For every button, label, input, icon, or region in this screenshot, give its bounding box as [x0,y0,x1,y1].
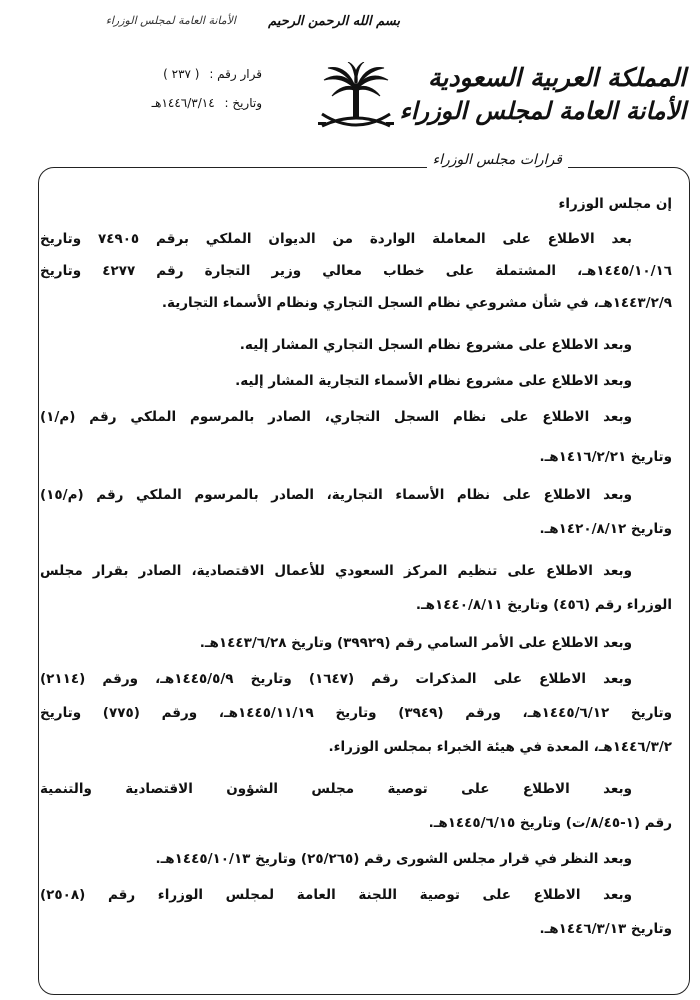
palm-swords-emblem-icon [318,62,394,140]
decision-date [92,96,262,110]
decision-date-label: وتاريخ : [224,96,262,110]
body-line: وبعد الاطلاع على تنظيم المركز السعودي للأعمال الاقتصادية، الصادر بقرار مجلس [40,563,632,579]
body-line: بعد الاطلاع على المعاملة الواردة من الديوان الملكي برقم ٧٤٩٠٥ وتاريخ [40,231,632,247]
body-line: وبعد الاطلاع على المذكرات رقم (١٦٤٧) وتاريخ ١٤٤٥/٥/٩هـ، ورقم (٢١١٤) [40,671,632,687]
decision-number [92,67,262,81]
letterhead [399,62,686,128]
body-line: ١٤٤٥/١٠/١٦هـ، المشتملة على خطاب معالي وزير التجارة رقم ٤٢٧٧ وتاريخ [40,263,672,279]
decision-number-value: ( ٢٣٧ ) [163,67,200,81]
secretariat-title: الأمانة العامة لمجلس الوزراء [399,96,686,125]
body-line: وبعد الاطلاع على توصية مجلس الشؤون الاقتصادية والتنمية [40,781,632,797]
decision-date-value: ١٤٤٦/٣/١٤هـ [151,96,215,110]
body-line: الوزراء رقم (٤٥٦) وتاريخ ١٤٤٠/٨/١١هـ. [415,597,672,613]
intro-heading: إن مجلس الوزراء [558,196,672,212]
body-line: وبعد الاطلاع على مشروع نظام الأسماء التجارية المشار إليه. [235,373,632,389]
kingdom-title: المملكة العربية السعودية [427,63,686,92]
body-line: وتاريخ ١٤١٦/٢/٢١هـ. [539,449,672,465]
bismillah: بسم الله الرحمن الرحيم [268,14,400,29]
body-line: وبعد الاطلاع على الأمر السامي رقم (٣٩٩٢٩) وتاريخ ١٤٤٣/٦/٢٨هـ. [199,635,632,651]
body-line: ١٤٤٦/٣/٢هـ، المعدة في هيئة الخبراء بمجلس الوزراء. [328,739,672,755]
body-line: وبعد الاطلاع على نظام الأسماء التجارية، الصادر بالمرسوم الملكي رقم (م/١٥) [40,487,632,503]
decision-number-label: قرار رقم : [209,67,262,81]
body-line: وبعد النظر في قرار مجلس الشورى رقم (٢٥/٢٦٥) وتاريخ ١٤٤٥/١٠/١٣هـ. [155,851,632,867]
body-line: وبعد الاطلاع على نظام السجل التجاري، الصادر بالمرسوم الملكي رقم (م/١) [40,409,632,425]
decisions-stamp: قرارات مجلس الوزراء [427,152,568,168]
body-line: وتاريخ ١٤٤٦/٣/١٣هـ. [539,921,672,937]
body-line: رقم (١-٨/٤٥/ت) وتاريخ ١٤٤٥/٦/١٥هـ. [428,815,672,831]
body-line: وبعد الاطلاع على مشروع نظام السجل التجاري المشار إليه. [239,337,632,353]
body-line: وتاريخ ١٤٢٠/٨/١٢هـ. [539,521,672,537]
secretariat-small-title: الأمانة العامة لمجلس الوزراء [105,14,236,27]
body-line: ١٤٤٣/٢/٩هـ، في شأن مشروعي نظام السجل التجاري ونظام الأسماء التجارية. [161,295,672,311]
body-line: وبعد الاطلاع على توصية اللجنة العامة لمجلس الوزراء رقم (٢٥٠٨) [40,887,632,903]
body-line: وتاريخ ١٤٤٥/٦/١٢هـ، ورقم (٣٩٤٩) وتاريخ ١٤٤٥/١١/١٩هـ، ورقم (٧٧٥) وتاريخ [40,705,672,721]
